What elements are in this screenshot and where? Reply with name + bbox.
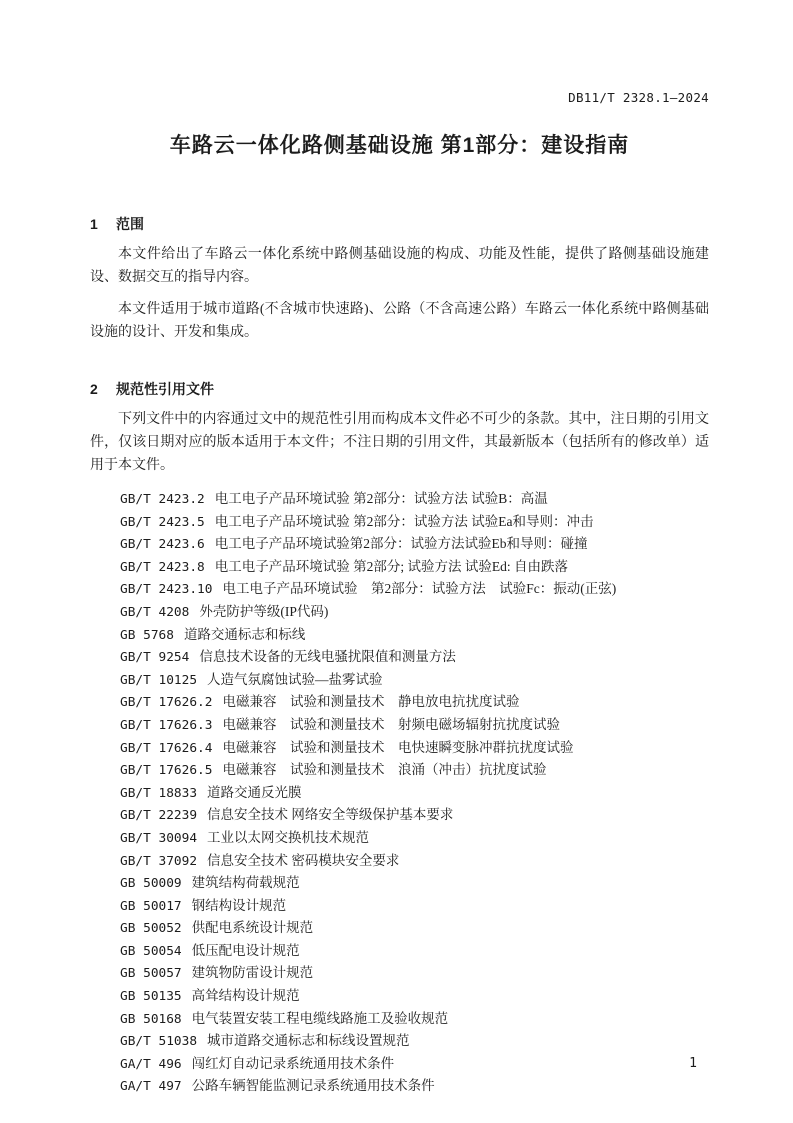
reference-item (120, 1075, 709, 1098)
page-number: 1 (689, 1056, 697, 1071)
reference-item (120, 556, 709, 579)
reference-item (120, 1030, 709, 1053)
reference-item (120, 488, 709, 511)
reference-item (120, 533, 709, 556)
reference-item (120, 624, 709, 647)
reference-title: 建筑物防雷设计规范 (191, 965, 314, 981)
reference-item (120, 759, 709, 782)
scope-paragraph-2: 本文件适用于城市道路(不含城市快速路)、公路（不含高速公路）车路云一体化系统中路侧基础设施的设计、开发和集成。 (90, 302, 709, 340)
reference-title: 电工电子产品环境试验 第2部分：试验方法 试验Fc：振动(正弦) (222, 581, 617, 597)
reference-item (120, 895, 709, 918)
reference-title: 闯红灯自动记录系统通用技术条件 (191, 1055, 395, 1071)
reference-title: 信息安全技术 密码模块安全要求 (207, 852, 400, 868)
reference-list (90, 488, 709, 1098)
reference-code: GB/T 51038 (120, 1034, 198, 1050)
section-1-number: 1 (90, 216, 98, 232)
reference-item (120, 872, 709, 895)
reference-item (120, 669, 709, 692)
reference-code: GB/T 30094 (120, 830, 198, 846)
section-2-number: 2 (90, 381, 98, 397)
reference-code: GB/T 18833 (120, 785, 198, 801)
reference-item (120, 601, 709, 624)
reference-item (120, 714, 709, 737)
reference-title: 电工电子产品环境试验 第2部分：试验方法 试验B：高温 (214, 491, 548, 506)
reference-item (120, 940, 709, 963)
reference-title: 信息技术设备的无线电骚扰限值和测量方法 (199, 649, 456, 665)
reference-title: 电气装置安装工程电缆线路施工及验收规范 (191, 1010, 449, 1026)
reference-code: GA/T 497 (120, 1079, 182, 1095)
reference-item (120, 827, 709, 850)
reference-title: 电磁兼容 试验和测量技术 静电放电抗扰度试验 (222, 694, 520, 710)
reference-item (120, 1053, 709, 1076)
reference-item (120, 985, 709, 1008)
reference-code: GB 50017 (120, 898, 182, 914)
reference-code: GB 50057 (120, 966, 182, 982)
reference-title: 道路交通标志和标线 (183, 626, 306, 642)
reference-title: 城市道路交通标志和标线设置规范 (207, 1033, 410, 1049)
reference-title: 建筑结构荷载规范 (191, 875, 300, 891)
reference-code: GB/T 10125 (120, 672, 198, 688)
reference-title: 工业以太网交换机技术规范 (207, 829, 370, 845)
reference-title: 高耸结构设计规范 (191, 988, 300, 1004)
reference-title: 钢结构设计规范 (191, 897, 287, 913)
reference-title: 公路车辆智能监测记录系统通用技术条件 (191, 1078, 435, 1094)
reference-item (120, 850, 709, 873)
reference-title: 道路交通反光膜 (207, 784, 302, 800)
reference-item (120, 578, 709, 601)
section-scope (90, 215, 709, 344)
references-intro-paragraph: 下列文件中的内容通过文中的规范性引用而构成本文件必不可少的条款。其中，注日期的引用文件，仅该日期对应的版本适用于本文件；不注日期的引用文件，其最新版本（包括所有的修改单）适用于本文件。 (90, 412, 709, 473)
reference-item (120, 1008, 709, 1031)
reference-code: GB 5768 (120, 627, 174, 643)
reference-title: 低压配电设计规范 (191, 942, 300, 958)
reference-item (120, 917, 709, 940)
section-2-title: 规范性引用文件 (116, 381, 214, 397)
reference-title: 电磁兼容 试验和测量技术 浪涌（冲击）抗扰度试验 (222, 762, 547, 778)
section-2-heading (90, 380, 709, 399)
reference-code: GA/T 496 (120, 1056, 182, 1072)
reference-title: 电磁兼容 试验和测量技术 电快速瞬变脉冲群抗扰度试验 (222, 739, 574, 755)
reference-title: 供配电系统设计规范 (191, 920, 314, 936)
reference-code: GB/T 17626.5 (120, 763, 213, 779)
reference-title: 人造气氛腐蚀试验—盐雾试验 (207, 671, 383, 687)
reference-title: 信息安全技术 网络安全等级保护基本要求 (207, 807, 454, 823)
reference-item (120, 737, 709, 760)
reference-code: GB/T 22239 (120, 808, 198, 824)
section-1-title: 范围 (116, 216, 144, 232)
reference-code: GB/T 2423.8 (120, 559, 205, 575)
reference-code: GB/T 17626.4 (120, 740, 213, 756)
reference-code: GB/T 2423.6 (120, 537, 205, 553)
section-1-heading (90, 215, 709, 234)
reference-code: GB/T 2423.10 (120, 582, 213, 598)
scope-paragraph-1: 本文件给出了车路云一体化系统中路侧基础设施的构成、功能及性能，提供了路侧基础设施建设、数据交互的指导内容。 (90, 247, 709, 285)
reference-code: GB/T 2423.5 (120, 514, 205, 530)
reference-item (120, 511, 709, 534)
reference-code: GB 50009 (120, 876, 182, 892)
section-normative-references (90, 380, 709, 1098)
reference-code: GB 50135 (120, 989, 182, 1005)
reference-code: GB/T 9254 (120, 650, 190, 666)
reference-code: GB/T 37092 (120, 853, 198, 869)
reference-title: 电工电子产品环境试验 第2部分：试验方法 试验Ea和导则：冲击 (214, 513, 594, 529)
reference-code: GB 50168 (120, 1011, 182, 1027)
reference-code: GB/T 17626.3 (120, 717, 213, 733)
reference-title: 电磁兼容 试验和测量技术 射频电磁场辐射抗扰度试验 (222, 716, 560, 732)
reference-item (120, 646, 709, 669)
reference-code: GB/T 4208 (120, 604, 190, 620)
doc-number: DB11/T 2328.1—2024 (568, 90, 709, 105)
reference-title: 电工电子产品环境试验第2部分：试验方法试验Eb和导则：碰撞 (214, 536, 588, 552)
reference-code: GB 50054 (120, 943, 182, 959)
reference-code: GB 50052 (120, 921, 182, 937)
reference-title: 电工电子产品环境试验 第2部分; 试验方法 试验Ed: 自由跌落 (214, 558, 568, 574)
document-title: 车路云一体化路侧基础设施 第1部分：建设指南 (169, 134, 630, 157)
reference-item (120, 782, 709, 805)
reference-code: GB/T 17626.2 (120, 695, 213, 711)
reference-title: 外壳防护等级(IP代码) (199, 603, 329, 619)
reference-item (120, 804, 709, 827)
reference-item (120, 691, 709, 714)
reference-code: GB/T 2423.2 (120, 492, 205, 507)
reference-item (120, 962, 709, 985)
